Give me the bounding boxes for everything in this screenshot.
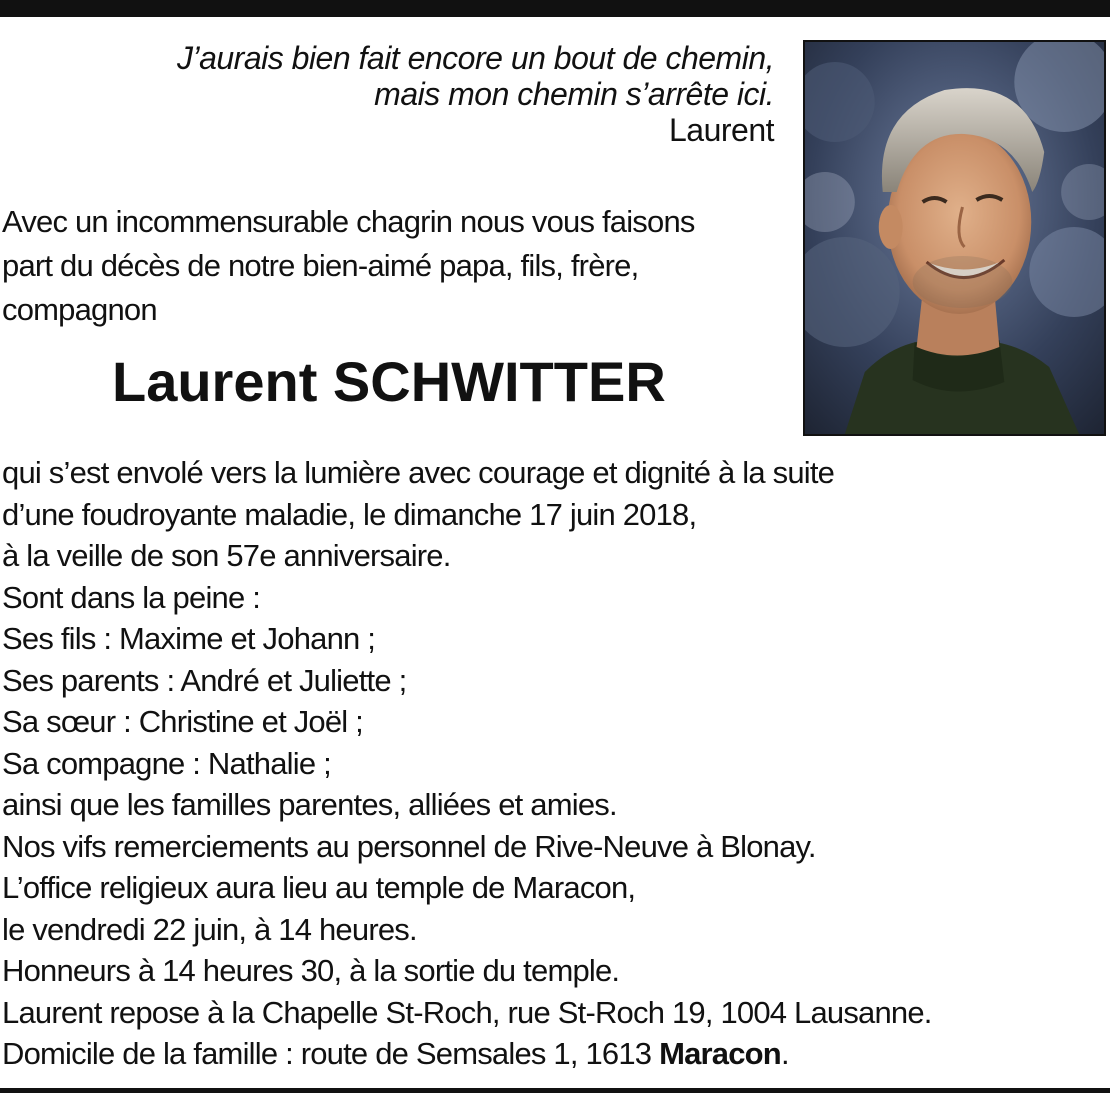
epitaph-quote [177, 40, 774, 148]
body-line-10: Nos vifs remerciements au personnel de Rive-Neuve à Blonay. [2, 828, 816, 864]
intro-line-1: Avec un incommensurable chagrin nous vous faisons [2, 204, 695, 239]
body-line-4: Sont dans la peine : [2, 579, 261, 615]
body-line-6: Ses parents : André et Juliette ; [2, 662, 407, 698]
domicile-prefix: Domicile de la famille : route de Semsales 1, 1613 [2, 1036, 660, 1071]
portrait-image [805, 42, 1104, 434]
intro-line-3: compagnon [2, 292, 157, 327]
domicile-line [2, 1033, 1102, 1075]
body-line-2: d’une foudroyante maladie, le dimanche 17 juin 2018, [2, 496, 697, 532]
body-line-9: ainsi que les familles parentes, alliées et amies. [2, 787, 617, 822]
top-rule [0, 0, 1110, 17]
body-line-14: Laurent repose à la Chapelle St-Roch, rue St-Roch 19, 1004 Lausanne. [2, 994, 932, 1030]
body-line-7: Sa sœur : Christine et Joël ; [2, 704, 363, 739]
quote-author: Laurent [668, 112, 774, 148]
body-line-12: le vendredi 22 juin, à 14 heures. [2, 911, 417, 947]
quote-line-1: J’aurais bien fait encore un bout de chemin, [176, 40, 774, 76]
intro-line-2: part du décès de notre bien-aimé papa, fils, frère, [2, 248, 639, 283]
domicile-suffix: . [780, 1036, 789, 1071]
body-line-13: Honneurs à 14 heures 30, à la sortie du temple. [2, 953, 620, 988]
body-line-3: à la veille de son 57e anniversaire. [2, 538, 451, 573]
announcement-intro [2, 200, 792, 332]
deceased-name: Laurent SCHWITTER [112, 350, 666, 413]
quote-line-2: mais mon chemin s’arrête ici. [374, 76, 774, 112]
body-line-8: Sa compagne : Nathalie ; [2, 745, 331, 781]
body-line-1: qui s’est envolé vers la lumière avec courage et dignité à la suite [2, 455, 835, 490]
body-line-5: Ses fils : Maxime et Johann ; [2, 621, 376, 656]
announcement-body [2, 452, 1102, 1075]
bottom-rule [0, 1088, 1110, 1093]
body-line-11: L’office religieux aura lieu au temple de Maracon, [2, 870, 636, 905]
portrait-photo [803, 40, 1106, 436]
domicile-place: Maracon [659, 1036, 781, 1071]
